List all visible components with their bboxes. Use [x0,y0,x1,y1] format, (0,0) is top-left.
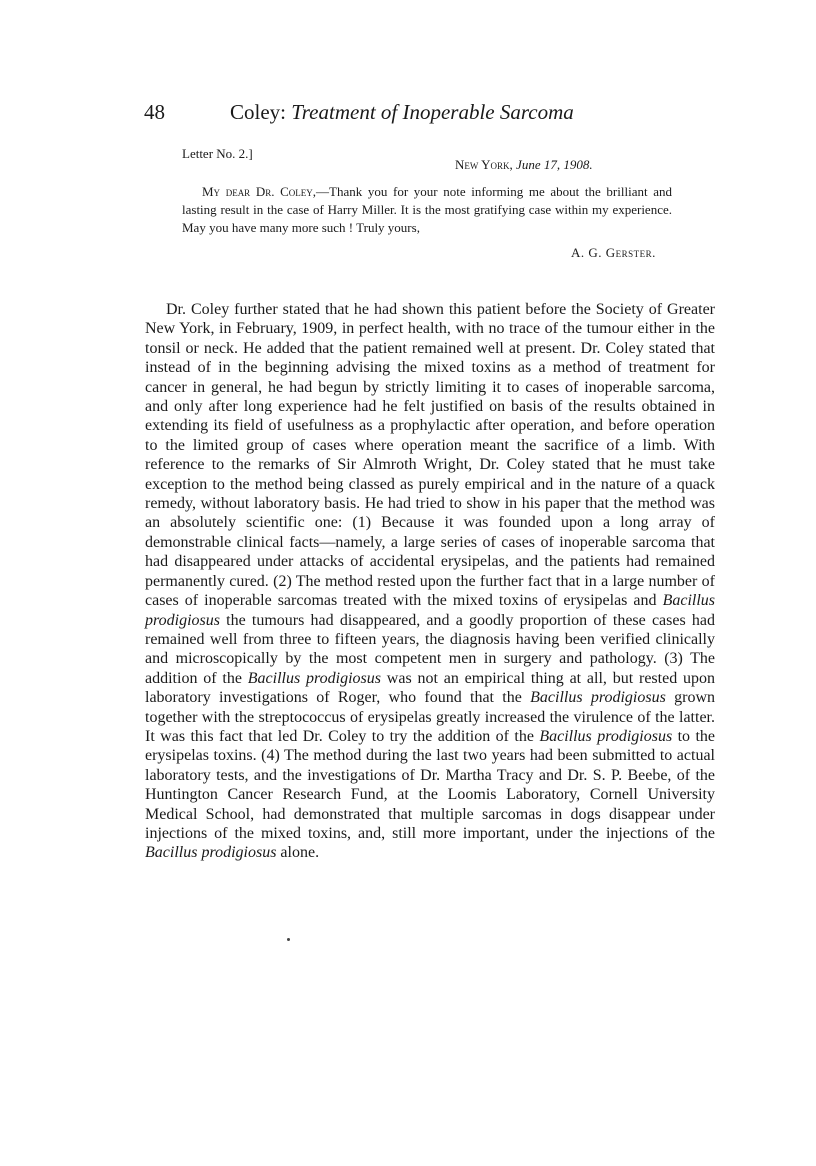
letter-signature: A. G. Gerster. [571,245,656,260]
body-text-segment: alone. [276,844,320,862]
body-text-segment: was not an empirical thing at all, but rested upon laboratory investigations of Roger, who found that the [145,669,716,707]
title-separator: : [280,100,287,124]
letter-salutation: My dear Dr. Coley, [202,184,317,199]
letter-place: New York, [455,157,513,172]
author-name: Coley [230,100,281,124]
body-paragraph [145,300,715,863]
body-text-segment: the tumours had disappeared, and a goodly proportion of these cases had remained well from three to fifteen years, the diagnosis having been verified clinically and microscopically by the most competent men in surgery and pathology. (3) The addition of the [145,611,715,687]
body-text-segment: to the erysipelas toxins. (4) The method during the last two years had been submitted to actual laboratory tests, and the investigations of Dr. Martha Tracy and Dr. S. P. Beebe, of the Huntington Cancer Research Fund, at the Loomis Laboratory, Cornell University Medical School, had demonstrated that multiple sarcomas in dogs disappear under injections of the mixed toxins, and, still more important, under the injections of the [145,727,715,842]
letter-label: Letter No. 2.] [182,146,253,161]
print-speck [287,938,290,941]
page-number: 48 [144,100,165,124]
running-header [144,100,674,134]
body-text-segment: Dr. Coley further stated that he had shown this patient before the Society of Greater New York, in February, 1909, in perfect health, with no trace of the tumour either in the tonsil or neck. He added that the patient remained well at present. Dr. Coley stated that instead of in the beginning advising the mixed toxins as a method of treatment for cancer in general, he had begun by strictly limiting it to cases of inoperable sarcoma, and only after long experience had he felt justified on basis of the results obtained in extending its field of usefulness as a prophylactic after operation, and before operation to the limited group of cases where operation meant the sacrifice of a limb. With reference to the remarks of Sir Almroth Wright, Dr. Coley stated that he must take exception to the method being classed as purely empirical and in the nature of a quack remedy, without laboratory basis. He had tried to show in his paper that the method was an absolutely scientific one: (1) Because it was founded upon a long array of demonstrable clinical facts—namely, a large series of cases of inoperable sarcoma that had disappeared under attacks of accidental erysipelas, and the patients had remained permanently cured. (2) The method rested upon the further fact that in a large number of cases of inoperable sarcomas treated with the mixed toxins of erysipelas and [145,301,715,610]
species-name: Bacillus prodigiosus [145,844,277,862]
letter-text: —Thank you for your note informing me about the brilliant and lasting result in the case of Harry Miller. It is the most gratifying case within my experience. May you have many more such ! Truly yours, [182,184,672,235]
running-title [230,100,574,125]
letter-date: June 17, 1908. [516,157,593,172]
species-name: Bacillus prodigiosus [539,727,673,745]
letter-dateline [455,157,593,173]
article-title: Treatment of Inoperable Sarcoma [291,100,574,124]
letter-body [182,183,672,237]
species-name: Bacillus prodigiosus [247,669,381,687]
body-text-segment: grown together with the streptococcus of erysipelas greatly increased the virulence of the latter. It was this fact that led Dr. Coley to try the addition of the [145,689,715,745]
species-name: Bacillus prodigiosus [145,592,715,629]
species-name: Bacillus prodigiosus [530,689,666,707]
